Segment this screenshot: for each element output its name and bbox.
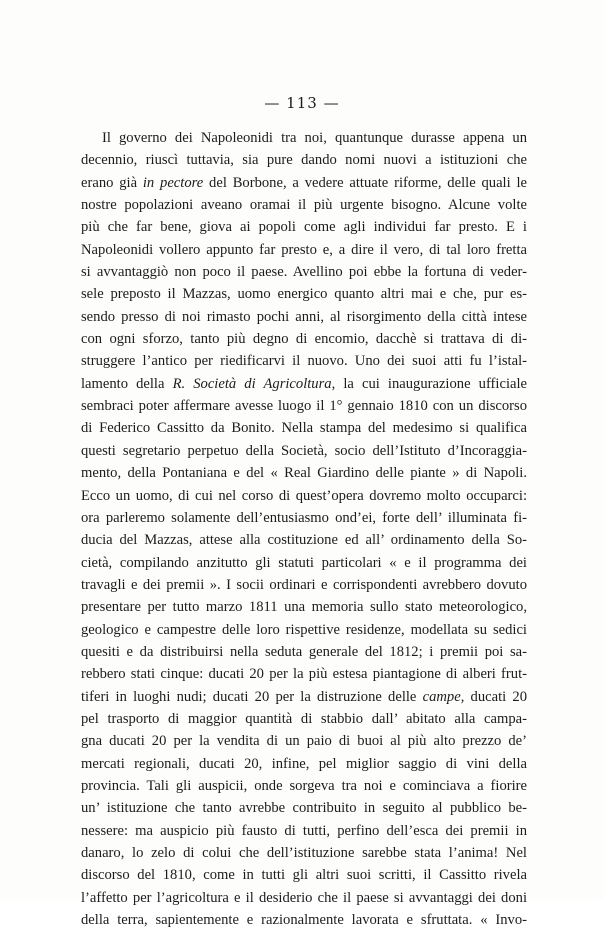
text-line: rebbero stati cinque: ducati 20 per la più estesa piantagione di alberi frut- (81, 666, 527, 683)
text-line: struggere l’antico per riedificarvi il nuovo. Uno dei suoi atti fu l’istal- (81, 353, 527, 370)
text-line: mercati regionali, ducati 20, infine, pel miglior saggio di vini della (81, 755, 527, 772)
text-line: travagli e dei premii ». I socii ordinari e corrispondenti avrebbero dovuto (81, 576, 527, 593)
text-line: questi segretario perpetuo della Società, socio dell’Istituto d’Incoraggia- (81, 442, 527, 459)
text-line: Napoleonidi vollero appunto far presto e, a dire il vero, di tal loro fretta (81, 241, 527, 258)
text-line: gna ducati 20 per la vendita di un paio di buoi al più alto prezzo de’ (81, 733, 527, 750)
text-line: geologico e campestre delle loro rispettive residenze, modellata su sedici (81, 621, 527, 638)
text-line: ducia del Mazzas, attese alla costituzione ed all’ ordinamento della So- (81, 532, 527, 549)
text-line: provincia. Tali gli auspicii, onde sorgeva tra noi e cominciava a fiorire (81, 777, 527, 794)
text-line: sembraci poter affermare avesse luogo il 1° gennaio 1810 con un discorso (81, 398, 527, 415)
text-line: decennio, riuscì tuttavia, sia pure dando nomi nuovi a istituzioni che (81, 152, 527, 169)
text-line: di Federico Cassitto da Bonito. Nella stampa del medesimo si qualifica (81, 420, 527, 437)
text-line: con ogni sforzo, tanto più degno di encomio, dacchè si trattava di di- (81, 331, 527, 348)
text-line: lamento della R. Società di Agricoltura, la cui inaugurazione ufficiale (81, 375, 527, 392)
text-line: cietà, compilando anzitutto gli statuti particolari « e il programma dei (81, 554, 527, 571)
text-line: l’affetto per l’agricoltura e il desiderio che il paese si avvantaggi dei doni (81, 889, 527, 906)
text-line: tiferi in luoghi nudi; ducati 20 per la distruzione delle campe, ducati 20 (81, 688, 527, 705)
text-line: ora parleremo solamente dell’entusiasmo ond’ei, forte dell’ illuminata fi- (81, 509, 527, 526)
text-line: un’ istituzione che tanto avrebbe contribuito in seguito al pubblico be- (81, 800, 527, 817)
page-number: — 113 — (264, 94, 340, 112)
text-line: nostre popolazioni aveano oramai il più urgente bisogno. Alcune volte (81, 197, 527, 214)
text-line: nessere: ma auspicio più fausto di tutti, perfino dell’esca dei premii in (81, 822, 527, 839)
text-line: erano già in pectore del Borbone, a vedere attuate riforme, delle quali le (81, 174, 527, 191)
text-line: sele preposto il Mazzas, uomo energico quanto altri mai e che, pur es- (81, 286, 527, 303)
text-line: della terra, sapientemente e razionalmente lavorata e sfruttata. « Invo- (81, 912, 527, 929)
text-line: discorso del 1810, come in tutti gli altri suoi scritti, il Cassitto rivela (81, 867, 527, 884)
text-line: si avvantaggiò non poco il paese. Avellino poi ebbe la fortuna di veder- (81, 264, 527, 281)
text-line: Il governo dei Napoleonidi tra noi, quantunque durasse appena un (102, 130, 527, 146)
text-line: più che far bene, giova ai popoli come agli individui far presto. E i (81, 219, 527, 236)
text-line: presentare per tutto marzo 1811 una memoria sullo stato meteorologico, (81, 599, 527, 616)
text-line: quesiti e da distribuirsi nella seduta generale del 1812; i premii poi sa- (81, 643, 527, 660)
text-line: pel trasporto di maggior quantità di stabbio dall’ abitato alla campa- (81, 710, 527, 727)
text-line: mento, della Pontaniana e del « Real Giardino delle piante » di Napoli. (81, 465, 527, 482)
text-line: Ecco un uomo, di cui nel corso di quest’opera dovremo molto occuparci: (81, 487, 527, 504)
text-line: danaro, lo zelo di colui che dell’istituzione sarebbe stata l’anima! Nel (81, 845, 527, 861)
text-line: sendo presso di noi rimasto pochi anni, al risorgimento della città intese (81, 308, 527, 325)
body-text (81, 127, 527, 931)
